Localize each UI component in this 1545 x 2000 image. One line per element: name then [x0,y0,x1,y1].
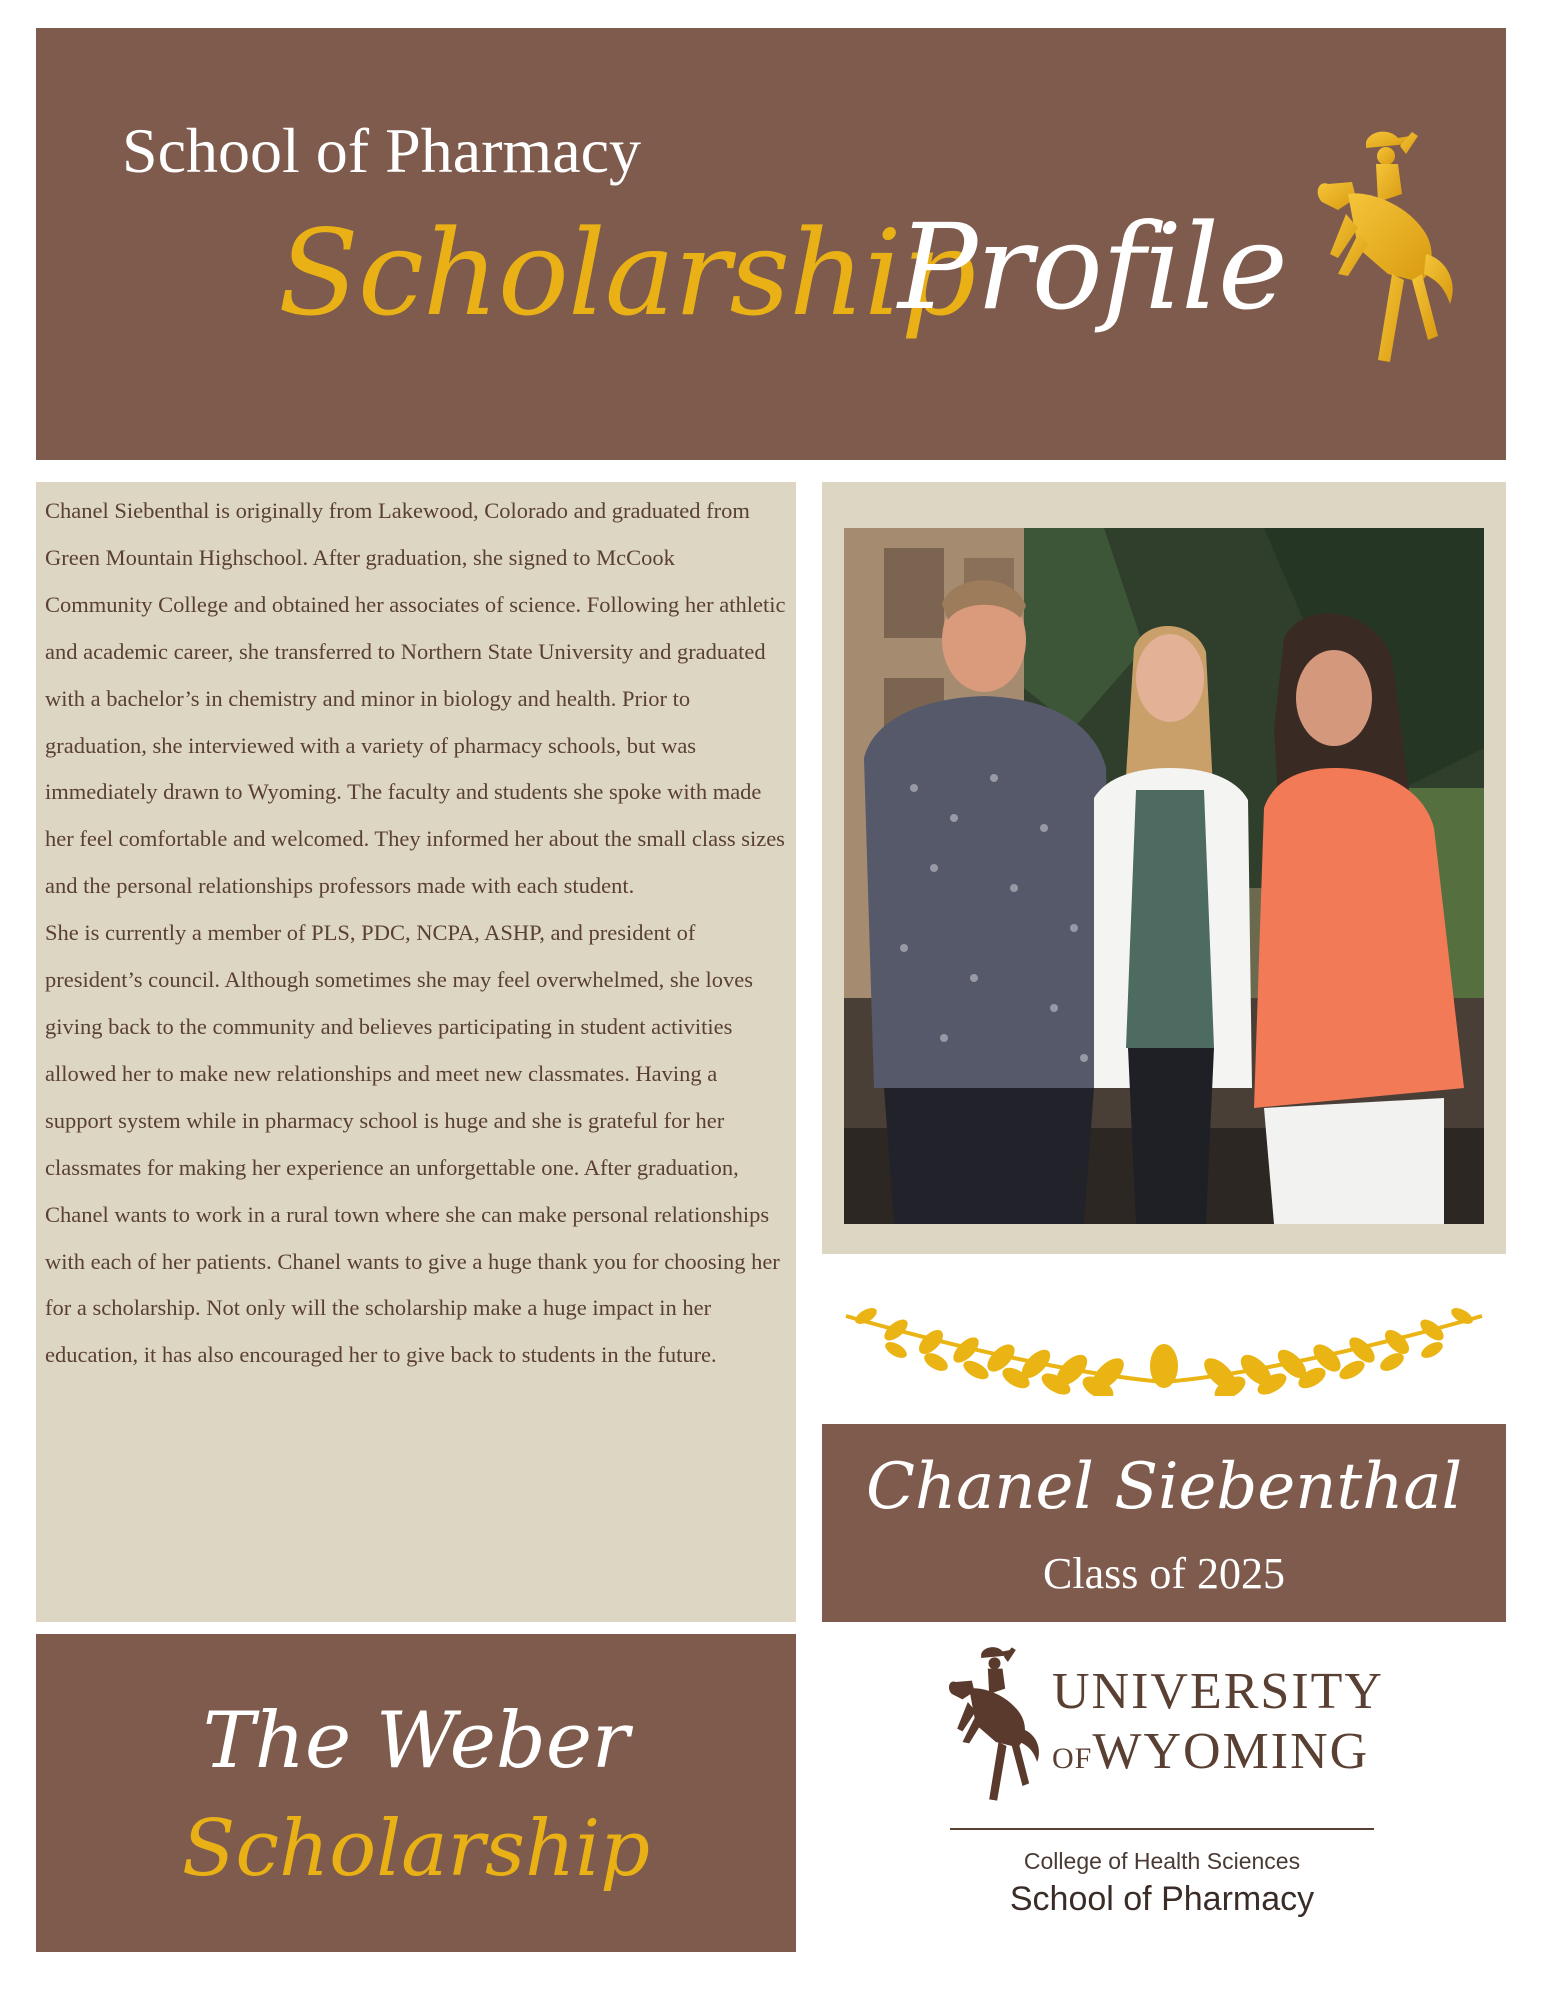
logo-school-name: School of Pharmacy [1009,1880,1315,1918]
bronco-rider-icon [1308,124,1458,364]
header-title-scholarship: Scholarship [278,204,976,342]
family-photo [844,528,1484,1224]
scholarship-name-line2: Scholarship [181,1804,651,1894]
student-class-year: Class of 2025 [1043,1549,1285,1598]
logo-wyoming-word: WYOMING [1092,1723,1370,1780]
scholarship-name-line1: The Weber [202,1696,630,1786]
header-school-name: School of Pharmacy [122,115,641,186]
header-title-profile: Profile [898,198,1287,336]
bio-paragraph-2: She is currently a member of PLS, PDC, NCPA, ASHP, and president of president’s council. Although sometimes she may feel overwhelmed, she loves giving back to the community and believes participating in student activities allowed her to make new relationships and meet new classmates. Having a support system while in pharmacy school is huge and she is grateful for her classmates for making her experience an unforgettable one. After graduation, Chanel wants to work in a rural town where she can make personal relationships with each of her patients. Chanel wants to give a huge thank you for choosing her for a scholarship. Not only will the scholarship make a huge impact in her education, it has also encouraged her to give back to students in the future. [45,920,780,1368]
bio-text [45,488,786,1379]
laurel-ornament-icon [836,1286,1492,1396]
bio-paragraph-1: Chanel Siebenthal is originally from Lakewood, Colorado and graduated from Green Mountain Highschool. After graduation, she signed to McCook Community College and obtained her associates of science. Following her athletic and academic career, she transferred to Northern State University and graduated with a bachelor’s in chemistry and minor in biology and health. Prior to graduation, she interviewed with a variety of pharmacy schools, but was immediately drawn to Wyoming. The faculty and students she spoke with made her feel comfortable and welcomed. They informed her about the small class sizes and the personal relationships professors made with each student. [45,498,786,899]
scholarship-name-panel [36,1634,796,1952]
university-logo [940,1642,1384,1802]
bio-panel [36,482,796,1622]
header-banner [36,28,1506,460]
photo-frame [822,482,1506,1254]
logo-of-text: OF [1052,1742,1093,1775]
student-name: Chanel Siebenthal [865,1450,1463,1524]
logo-college-name: College of Health Sciences [1023,1848,1301,1874]
logo-university-text: UNIVERSITY [1052,1663,1384,1720]
student-name-panel [822,1424,1506,1622]
logo-divider [950,1828,1374,1830]
logo-wyoming-text [1052,1722,1369,1781]
uw-bronco-logo-icon [940,1642,1045,1802]
